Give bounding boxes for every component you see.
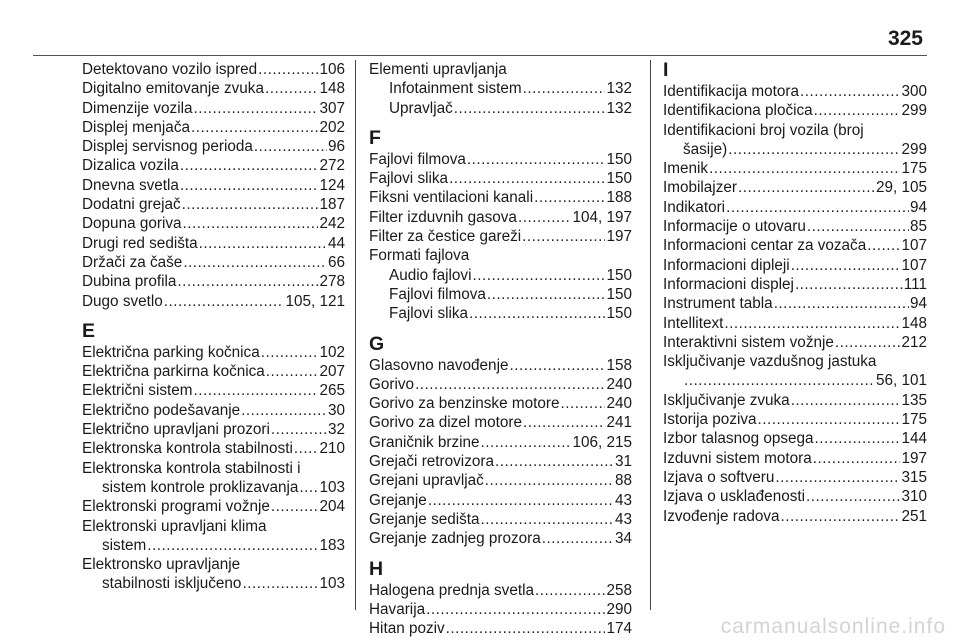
dot-leader <box>180 156 319 175</box>
entry-term: Graničnik brzine <box>369 433 480 451</box>
dot-leader <box>495 452 614 471</box>
entry-term: Instrument tabla <box>663 295 773 313</box>
entry-term: Istorija poziva <box>663 411 757 429</box>
page-reference: 30 <box>327 401 345 419</box>
index-entry <box>663 178 927 197</box>
entry-term: Elektronski programi vožnje <box>82 498 270 516</box>
header-rule <box>33 55 927 56</box>
index-entry <box>82 156 345 175</box>
index-entry <box>663 159 927 178</box>
page-reference: 34 <box>614 530 632 548</box>
entry-term: Izvođenje radova <box>663 507 780 525</box>
page-reference: 104, 197 <box>572 208 632 226</box>
index-entry <box>82 195 345 214</box>
index-entry <box>82 253 345 272</box>
index-heading: Isključivanje vazdušnog jastuka <box>663 353 877 371</box>
section-letter: H <box>369 557 384 580</box>
index-entry <box>369 581 632 600</box>
page-reference: 299 <box>901 102 927 120</box>
page-number: 325 <box>887 27 923 50</box>
column-divider <box>650 60 651 610</box>
dot-leader <box>241 401 327 420</box>
dot-leader <box>523 413 605 432</box>
index-entry <box>369 510 632 529</box>
page-reference: 103 <box>319 478 345 496</box>
dot-leader <box>147 536 318 555</box>
entry-term: Dizalica vozila <box>82 157 179 175</box>
page-reference: 44 <box>327 234 345 252</box>
page-reference: 241 <box>606 414 632 432</box>
index-entry <box>82 176 345 195</box>
entry-term: Gorivo za benzinske motore <box>369 395 560 413</box>
page-reference: 29, 105 <box>875 179 927 197</box>
dot-leader <box>560 394 605 413</box>
dot-leader <box>709 159 900 178</box>
index-entry <box>82 381 345 400</box>
entry-term: Glasovno navođenje <box>369 356 509 374</box>
index-subentry <box>369 285 632 304</box>
entry-term: Havarija <box>369 600 426 618</box>
index-entry <box>663 507 927 526</box>
entry-term: Grejani upravljač <box>369 472 484 490</box>
entry-term: Upravljač <box>389 99 453 117</box>
index-entry <box>82 234 345 253</box>
page-reference: 106 <box>319 61 345 78</box>
index-entry <box>82 60 345 79</box>
dot-leader <box>738 178 875 197</box>
page-reference: 278 <box>319 273 345 291</box>
dot-leader <box>254 137 327 156</box>
page-reference: 32 <box>327 421 345 439</box>
entry-term: Grejanje sedišta <box>369 510 480 528</box>
page-reference: 132 <box>606 99 632 117</box>
page-reference: 43 <box>614 491 632 509</box>
entry-term: Displej servisnog perioda <box>82 138 253 156</box>
dot-leader <box>426 600 605 619</box>
index-entry <box>82 79 345 98</box>
page-reference: 307 <box>319 99 345 117</box>
entry-term: Fajlovi filmova <box>369 150 466 168</box>
entry-term: Audio fajlovi <box>389 266 472 284</box>
page-reference: 144 <box>901 430 927 448</box>
index-entry <box>369 529 632 548</box>
page-reference: 242 <box>319 215 345 233</box>
dot-leader <box>472 266 605 285</box>
page-reference: 107 <box>901 256 927 274</box>
dot-leader <box>446 619 606 638</box>
index-entry <box>82 362 345 381</box>
index-entry <box>82 292 345 311</box>
entry-term: Izjava o usklađenosti <box>663 488 806 506</box>
dot-leader <box>791 391 901 410</box>
dot-leader <box>415 375 605 394</box>
index-subentry <box>82 574 345 593</box>
entry-term: Fiksni ventilacioni kanali <box>369 189 534 207</box>
entry-term: stabilnosti isključeno <box>102 575 242 593</box>
index-entry <box>369 491 632 510</box>
entry-term: šasije) <box>683 140 728 158</box>
entry-term: Fajlovi filmova <box>389 285 486 303</box>
index-entry <box>369 150 632 169</box>
page-reference: 174 <box>606 620 632 638</box>
page-reference: 150 <box>606 266 632 284</box>
page-reference: 265 <box>319 382 345 400</box>
entry-term: Držači za čaše <box>82 253 183 271</box>
dot-leader <box>781 507 901 526</box>
entry-term: Dnevna svetla <box>82 176 179 194</box>
entry-term: Filter izduvnih gasova <box>369 208 517 226</box>
index-entry <box>82 343 345 362</box>
dot-leader <box>487 285 606 304</box>
dot-leader <box>469 304 605 323</box>
index-heading: Formati fajlova <box>369 247 470 265</box>
index-entry <box>663 256 927 275</box>
index-entry <box>663 236 927 255</box>
page-reference: 204 <box>319 498 345 516</box>
dot-leader <box>182 195 319 214</box>
dot-leader <box>509 356 605 375</box>
dot-leader <box>774 294 909 313</box>
dot-leader <box>467 150 606 169</box>
index-entry <box>369 619 632 638</box>
page-reference: 107 <box>901 237 927 255</box>
page-reference: 197 <box>606 228 632 246</box>
index-entry <box>663 82 927 101</box>
dot-leader <box>199 234 327 253</box>
entry-term: Električni sistem <box>82 382 193 400</box>
page-reference: 85 <box>909 218 927 236</box>
index-entry <box>82 214 345 233</box>
entry-term: Elektronska kontrola stabilnosti <box>82 440 293 458</box>
index-entry <box>369 600 632 619</box>
entry-term: Informacioni displej <box>663 275 794 293</box>
entry-term: Gorivo za dizel motore <box>369 414 523 432</box>
index-entry <box>369 227 632 246</box>
entry-term: Dodatni grejač <box>82 196 181 214</box>
dot-leader <box>775 468 900 487</box>
dot-leader <box>481 510 614 529</box>
entry-term: Izjava o softveru <box>663 468 775 486</box>
index-column-2 <box>369 60 632 638</box>
entry-term: Fajlovi slika <box>369 170 449 188</box>
index-entry <box>82 118 345 137</box>
entry-term: Informacioni centar za vozača <box>663 237 867 255</box>
index-subentry <box>82 536 345 555</box>
index-entry <box>82 439 345 458</box>
page-reference: 175 <box>901 160 927 178</box>
page-reference: 31 <box>614 453 632 471</box>
entry-term: Izduvni sistem motora <box>663 449 812 467</box>
page-reference: 240 <box>606 375 632 393</box>
entry-term: Displej menjača <box>82 118 190 136</box>
index-entry <box>369 471 632 490</box>
entry-term: Električno podešavanje <box>82 401 241 419</box>
dot-leader <box>454 99 606 118</box>
dot-leader <box>194 381 319 400</box>
entry-term: sistem kontrole proklizavanja <box>102 478 299 496</box>
index-entry <box>82 420 345 439</box>
page-reference: 272 <box>319 157 345 175</box>
index-entry <box>663 294 927 313</box>
dot-leader <box>724 314 900 333</box>
index-entry <box>663 314 927 333</box>
index-entry <box>82 497 345 516</box>
entry-term: Detektovano vozilo ispred <box>82 61 258 78</box>
index-subentry <box>663 371 927 390</box>
page-reference: 315 <box>901 468 927 486</box>
page-reference: 111 <box>903 275 927 293</box>
entry-term: Imenik <box>663 160 709 178</box>
entry-term: Grejanje <box>369 491 427 509</box>
page-reference: 102 <box>319 343 345 361</box>
dot-leader <box>814 101 901 120</box>
dot-leader <box>265 79 319 98</box>
index-heading: Identifikacioni broj vozila (broj <box>663 121 864 139</box>
dot-leader <box>726 198 909 217</box>
dot-leader <box>299 478 318 497</box>
page-reference: 150 <box>606 170 632 188</box>
entry-term: Dopuna goriva <box>82 215 182 233</box>
entry-term: Indikatori <box>663 198 726 216</box>
dot-leader <box>191 118 318 137</box>
page-reference: 103 <box>319 575 345 593</box>
dot-leader <box>835 333 901 352</box>
dot-leader <box>542 529 614 548</box>
page-reference: 212 <box>901 333 927 351</box>
dot-leader <box>180 176 319 195</box>
dot-leader <box>522 227 605 246</box>
page-reference: 300 <box>901 83 927 100</box>
dot-leader <box>449 169 605 188</box>
dot-leader <box>795 275 903 294</box>
index-subentry <box>82 478 345 497</box>
page-reference: 187 <box>319 196 345 214</box>
index-subentry <box>369 266 632 285</box>
index-entry <box>82 401 345 420</box>
page-reference: 105, 121 <box>285 292 345 310</box>
page-reference: 310 <box>901 488 927 506</box>
dot-leader <box>183 253 327 272</box>
entry-term: Grejači retrovizora <box>369 453 494 471</box>
entry-term: Digitalno emitovanje zvuka <box>82 80 264 98</box>
dot-leader <box>428 491 614 510</box>
index-subentry <box>369 99 632 118</box>
index-entry <box>663 449 927 468</box>
index-entry <box>82 99 345 118</box>
page-reference: 258 <box>606 581 632 599</box>
page-reference: 148 <box>901 314 927 332</box>
entry-term: Električno upravljani prozori <box>82 421 270 439</box>
index-entry <box>369 452 632 471</box>
page-reference: 207 <box>319 363 345 381</box>
page-reference: 175 <box>901 411 927 429</box>
index-entry <box>663 487 927 506</box>
index-entry <box>369 394 632 413</box>
index-entry <box>369 356 632 375</box>
entry-term: Intellitext <box>663 314 724 332</box>
entry-term: Filter za čestice gareži <box>369 228 522 246</box>
entry-term: Hitan poziv <box>369 620 445 638</box>
dot-leader <box>261 343 319 362</box>
section-letter: F <box>369 126 381 149</box>
page-reference: 94 <box>909 198 927 216</box>
entry-term: Drugi red sedišta <box>82 234 198 252</box>
page-reference: 197 <box>901 449 927 467</box>
dot-leader <box>258 60 318 79</box>
dot-leader <box>523 79 606 98</box>
page-reference: 88 <box>614 472 632 490</box>
index-heading: Elektronski upravljani klima <box>82 517 267 535</box>
page-reference: 124 <box>319 176 345 194</box>
section-letter: I <box>663 59 669 81</box>
index-entry <box>369 208 632 227</box>
column-divider <box>355 60 356 610</box>
entry-term: Identifikaciona pločica <box>663 102 813 120</box>
index-heading: Elektronska kontrola stabilnosti i <box>82 459 301 477</box>
entry-term: Isključivanje zvuka <box>663 391 790 409</box>
page-reference: 210 <box>319 440 345 458</box>
section-letter: G <box>369 332 385 355</box>
dot-leader <box>800 82 900 101</box>
index-entry <box>82 272 345 291</box>
page-reference: 96 <box>327 138 345 156</box>
page-reference: 132 <box>606 80 632 98</box>
index-entry <box>663 429 927 448</box>
dot-leader <box>806 487 900 506</box>
entry-term: Dimenzije vozila <box>82 99 193 117</box>
entry-term: Informacioni dipleji <box>663 256 790 274</box>
entry-term: Dugo svetlo <box>82 292 163 310</box>
index-entry <box>663 101 927 120</box>
dot-leader <box>194 99 319 118</box>
index-subentry <box>369 304 632 323</box>
index-entry <box>369 169 632 188</box>
dot-leader <box>728 140 900 159</box>
dot-leader <box>164 292 285 311</box>
section-letter: E <box>82 319 96 342</box>
index-column-3 <box>663 60 927 526</box>
entry-term: Električna parkirna kočnica <box>82 363 265 381</box>
dot-leader <box>791 256 901 275</box>
page-reference: 94 <box>909 295 927 313</box>
entry-term: sistem <box>102 536 147 554</box>
page-reference: 56, 101 <box>875 372 927 390</box>
dot-leader <box>535 581 605 600</box>
dot-leader <box>266 362 319 381</box>
page-reference: 290 <box>606 600 632 618</box>
index-entry <box>369 188 632 207</box>
dot-leader <box>271 420 327 439</box>
page-reference: 43 <box>614 510 632 528</box>
index-entry <box>369 433 632 452</box>
entry-term: Izbor talasnog opsega <box>663 430 814 448</box>
dot-leader <box>183 214 319 233</box>
index-entry <box>663 275 927 294</box>
index-entry <box>663 410 927 429</box>
dot-leader <box>534 188 605 207</box>
index-entry <box>369 375 632 394</box>
dot-leader <box>481 433 572 452</box>
entry-term: Grejanje zadnjeg prozora <box>369 530 541 548</box>
index-heading: Elektronsko upravljanje <box>82 556 241 574</box>
index-entry <box>663 468 927 487</box>
dot-leader <box>294 439 319 458</box>
dot-leader <box>485 471 614 490</box>
entry-term: Informacije o utovaru <box>663 218 806 236</box>
entry-term: Infotainment sistem <box>389 80 522 98</box>
index-column-1 <box>82 60 345 594</box>
entry-term: Interaktivni sistem vožnje <box>663 333 834 351</box>
page-reference: 66 <box>327 253 345 271</box>
page-reference: 202 <box>319 118 345 136</box>
page-reference: 251 <box>901 507 927 525</box>
index-entry <box>663 217 927 236</box>
page-reference: 150 <box>606 150 632 168</box>
page-reference: 148 <box>319 80 345 98</box>
dot-leader <box>271 497 319 516</box>
dot-leader <box>518 208 572 227</box>
dot-leader <box>242 574 318 593</box>
dot-leader <box>758 410 901 429</box>
dot-leader <box>177 272 318 291</box>
index-entry <box>82 137 345 156</box>
dot-leader <box>867 236 900 255</box>
page-reference: 158 <box>606 356 632 374</box>
entry-term: Fajlovi slika <box>389 305 469 323</box>
dot-leader <box>807 217 909 236</box>
entry-term: Gorivo <box>369 375 415 393</box>
dot-leader <box>813 449 901 468</box>
index-subentry <box>663 140 927 159</box>
watermark: carmanualsonline.info <box>720 615 946 638</box>
index-entry <box>369 413 632 432</box>
page-reference: 106, 215 <box>572 433 632 451</box>
index-entry <box>663 333 927 352</box>
entry-term: Dubina profila <box>82 273 177 291</box>
page-reference: 135 <box>901 391 927 409</box>
entry-term: Imobilajzer <box>663 179 737 197</box>
page-reference: 188 <box>606 189 632 207</box>
page-reference: 240 <box>606 395 632 413</box>
entry-term: Halogena prednja svetla <box>369 581 534 599</box>
entry-term: Električna parking kočnica <box>82 343 260 361</box>
page-reference: 150 <box>606 305 632 323</box>
dot-leader <box>815 429 901 448</box>
index-entry <box>663 391 927 410</box>
entry-term: Identifikacija motora <box>663 83 800 100</box>
index-heading: Elementi upravljanja <box>369 61 507 78</box>
index-entry <box>663 198 927 217</box>
dot-leader <box>684 371 875 390</box>
index-subentry <box>369 79 632 98</box>
page-reference: 150 <box>606 285 632 303</box>
page-reference: 299 <box>901 140 927 158</box>
page-reference: 183 <box>319 536 345 554</box>
